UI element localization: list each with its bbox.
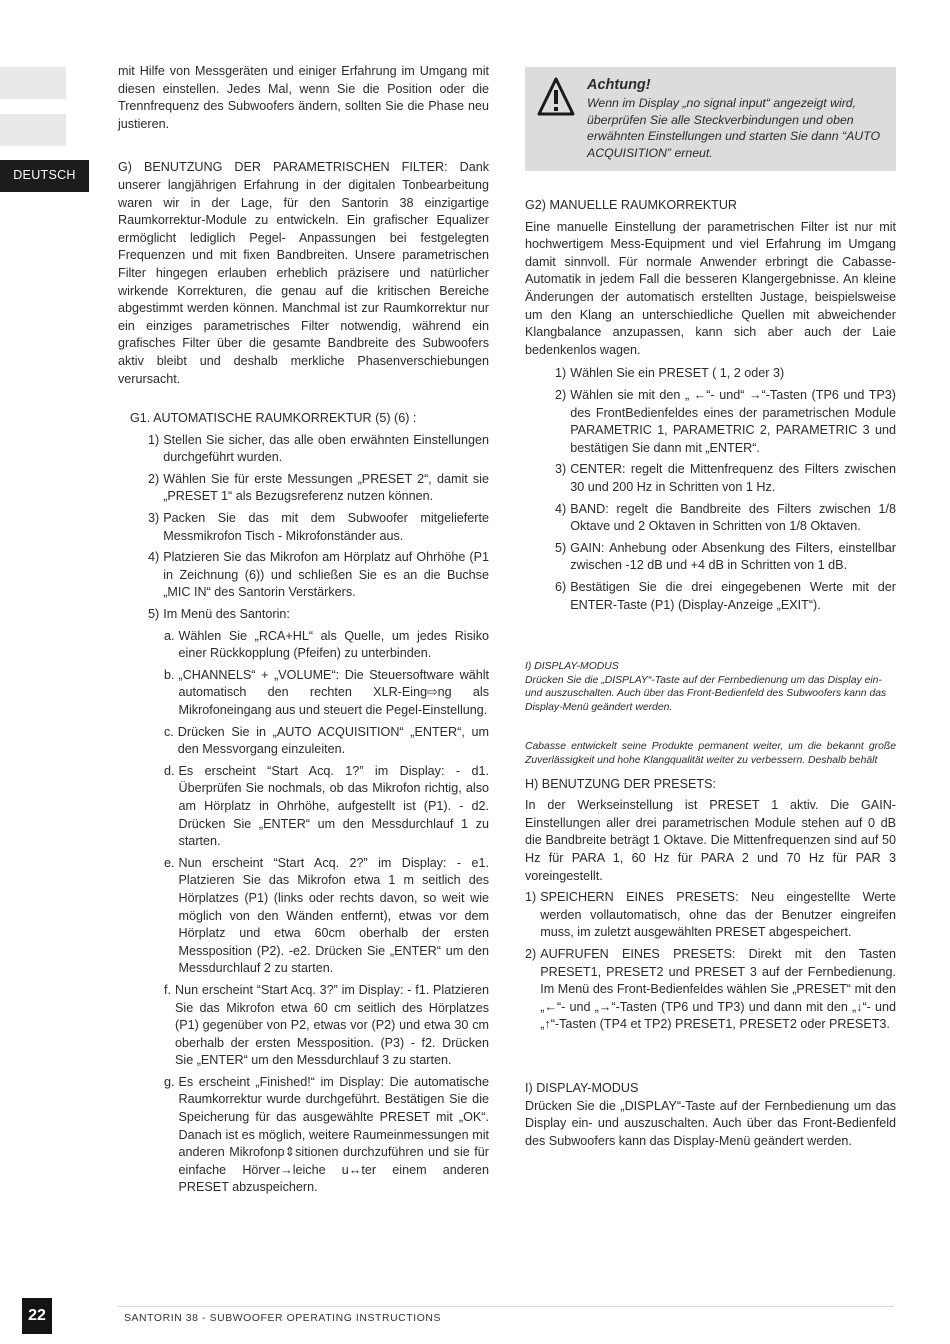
side-tab-grey-1 [0,67,66,99]
section-g2-heading: G2) MANUELLE RAUMKORREKTUR [525,198,738,213]
list-item [555,365,896,383]
list-item-number: 1) [555,366,567,381]
list-item-number: 2) [555,387,567,402]
warning-text: Wenn im Display „no signal input“ angezeigt wird, überprüfen Sie alle Steckverbindungen und oben erwähnten Einstellungen und starten Sie dann “AUTO ACQUISITION” erneut. [587,96,881,160]
list-item [555,461,896,496]
display-mode-note: I) DISPLAY-MODUS Drücken Sie die „DISPLAY“-Taste auf der Fernbedienung um das Display ein- und auszuschalten. Auch über das Front-Bedienfeld des Subwoofers kann das Display-Menü geändert werden. [525,661,887,713]
intro-paragraph: mit Hilfe von Messgeräten und einiger Erfahrung im Umgang mit diesen einstellen. Jedes Mal, wenn Sie die Position oder die Trennfrequenz des Subwoofers ändern, sollten Sie die Phase neu justieren. [118,64,489,131]
list-item-number: 6) [555,579,567,594]
g2-step-list [525,365,896,614]
list-item [525,889,896,942]
list-item [164,763,489,851]
language-tab: DEUTSCH [0,160,89,192]
list-item-text: Nun erscheint “Start Acq. 2?” im Display: - e1. Platzieren Sie das Mikrofon etwa 1 m seitlich des Hörplatzes (P1) (links oder rechts davon, so weit wie möglich von den Wänden entfernt), etwas vor dem Hörplatz und etwa 60cm oberhalb der ersten Messposition (P2). -e2. Drücken Sie „ENTER“ um den Messdurchlauf 2 zu starten. [178,855,489,976]
list-item-number: 3) [555,462,567,477]
g1-step-list [118,432,489,624]
warning-box [525,67,896,171]
list-item [164,724,489,759]
footer-title: SANTORIN 38 - SUBWOOFER OPERATING INSTRUCTIONS [124,1313,442,1324]
list-item-number: 1) [525,890,537,905]
list-item-text: Es erscheint „Finished!“ im Display: Die automatische Raumkorrektur wurde durchgeführt. Bestätigen Sie die Speicherung für das ausgewählte PRESET mit „OK“. Danach ist es möglich, weitere Raumeinmessungen mit anderen Mikrofonp⇕sitionen durchzuführen und sie für einfache Hörver→leiche u↔ter einem anderen PRESET abzuspeichern. [178,1074,489,1195]
list-item-number: c. [164,724,174,739]
list-item-text: Stellen Sie sicher, das alle oben erwähnten Einstellungen durchgeführt wurden. [163,432,489,465]
cabasse-note: Cabasse entwickelt seine Produkte permanent weiter, um die bekannt große Zuverlässigkeit und hohe Klangqualität weiter zu verbessern. Deshalb behält [525,741,896,767]
warning-title: Achtung! [587,77,651,93]
list-item [148,432,489,467]
section-i-paragraph: Drücken Sie die „DISPLAY“-Taste auf der Fernbedienung um das Display ein- und auszuschalten. Auch über das Front-Bedienfeld des Subwoofers kann das Display-Menü geändert werden. [525,1098,896,1148]
list-item [555,387,896,457]
list-item-text: Bestätigen Sie die drei eingegebenen Werte mit der ENTER-Taste (P1) (Display-Anzeige „EXIT“). [570,579,896,612]
list-item [555,579,896,614]
list-item-text: AUFRUFEN EINES PRESETS: Direkt mit den Tasten PRESET1, PRESET2 und PRESET 3 auf der Fernbedienung. Im Menü des Front-Bedienfeldes wählen Sie „PRESET“ mit den „←“- und „→“-Tasten (TP6 und TP3) und dann mit den „↓“- und „↑“-Tasten (TP4 et TP2) PRESET1, PRESET2 oder PRESET3. [540,947,896,1032]
list-item [164,628,489,663]
list-item-text: CENTER: regelt die Mittenfrequenz des Filters zwischen 30 und 200 Hz in Schritten von 1 Hz. [570,462,896,494]
list-item-text: „CHANNELS“ + „VOLUME“: Die Steuersoftware wählt automatisch den rechten XLR-Eing⇨ng als Mikrofoneingang aus und steuert die Pegel-Einstellung. [178,667,489,717]
list-item [148,549,489,602]
list-item-number: 3) [148,511,160,526]
page-number: 22 [22,1298,52,1334]
list-item-text: BAND: regelt die Bandbreite des Filters zwischen 1/8 Oktave und 2 Oktaven in Schritten von 1/8 Oktaven. [570,501,896,534]
list-item-number: f. [164,982,171,997]
footer-rule [118,1306,894,1307]
section-i-heading: I) DISPLAY-MODUS [525,1080,639,1095]
list-item [148,510,489,545]
h-step-list [525,889,896,1034]
list-item-text: Wählen Sie ein PRESET ( 1, 2 oder 3) [570,366,785,381]
list-item-text: Wählen sie mit den „ ←“- und“ →“-Tasten (TP6 und TP3) des FrontBedienfeldes eines der parametrischen Module PARAMETRIC 1, PARAMETRIC 2, PARAMETRIC 3 und bestätigen Sie dann mit „ENTER“. [570,387,896,455]
list-item-text: GAIN: Anhebung oder Absenkung des Filters, einstellbar zwischen -12 dB und +4 dB in Schritten von 1 dB. [570,540,896,573]
list-item-text: Drücken Sie in „AUTO ACQUISITION“ „ENTER“, um den Messvorgang einzuleiten. [177,724,489,757]
list-item-text: Wählen Sie für erste Messungen „PRESET 2“, damit sie „PRESET 1“ als Bezugsreferenz nutzen können. [163,471,489,504]
section-h-paragraph: In der Werkseinstellung ist PRESET 1 aktiv. Die GAIN-Einstellungen aller drei parametrischen Module stehen auf 0 dB die Bandbreite beträgt 1 Oktave. Die Mittenfrequenzen sind auf 50 Hz für PARA 1, 60 Hz für PARA 2 und 70 Hz für PAR 3 voreingestellt. [525,798,896,883]
list-item-number: 5) [148,607,160,622]
list-item [148,606,489,624]
list-item [555,540,896,575]
list-item [164,855,489,978]
list-item-number: e. [164,855,175,870]
left-column [118,63,489,1201]
list-item-number: 5) [555,540,567,555]
section-g2-paragraph: Eine manuelle Einstellung der parametrischen Filter ist nur mit hochwertigem Mess-Equipment und viel Erfahrung im Umgang damit sinnvoll. Für normale Anwender erbringt die Cabasse-Automatik in jedem Fall die besseren Klangergebnisse. An kleine Änderungen der automatisch erstellten Justage, beispielsweise um den Klang an unterschiedliche Quellen mit abweichender Klangbalance anzupassen, kann sich aber auch der Laie bedenkenlos wagen. [525,219,896,357]
list-item-text: Platzieren Sie das Mikrofon am Hörplatz auf Ohrhöhe (P1 in Zeichnung (6)) und schließen Sie es an die Buchse „MIC IN“ des Santorin Verstärkers. [163,550,489,600]
side-tab-grey-2 [0,114,66,146]
list-item-number: a. [164,628,175,643]
list-item [525,946,896,1034]
section-g1-heading: G1. AUTOMATISCHE RAUMKORREKTUR (5) (6) : [130,411,417,426]
section-h-heading: H) BENUTZUNG DER PRESETS: [525,776,717,791]
list-item-text: SPEICHERN EINES PRESETS: Neu eingestellte Werte werden vollautomatisch, ohne das der Benutzer eingreifen muss, im zuletzt ausgewählten PRESET abgespeichert. [540,890,896,940]
right-column [525,67,896,1150]
list-item-number: b. [164,667,175,682]
warning-icon [537,77,575,117]
list-item [555,501,896,536]
list-item [164,982,489,1070]
list-item-text: Packen Sie das mit dem Subwoofer mitgelieferte Messmikrofon Tisch - Mikrofonständer aus. [163,511,489,543]
list-item-number: g. [164,1074,175,1089]
list-item-number: d. [164,763,175,778]
list-item [164,1074,489,1197]
list-item-text: Nun erscheint “Start Acq. 3?” im Display: - f1. Platzieren Sie das Mikrofon etwa 60 cm seitlich des Hörplatzes (P1) gegenüber von P2, etwas vor (P2) und etwa 30 cm oberhalb der ersten Messposition. (P3) - f2. Drücken Sie „ENTER“ um den Messdurchlauf 3 zu starten. [175,982,489,1068]
list-item-number: 1) [148,432,160,447]
list-item-number: 2) [525,947,537,961]
list-item [164,667,489,720]
g1-substep-list [118,628,489,1197]
list-item-number: 4) [148,550,160,565]
section-g-paragraph: G) BENUTZUNG DER PARAMETRISCHEN FILTER: Dank unserer langjährigen Erfahrung in der digitalen Tonbearbeitung waren wir in der Lage, für den Santorin 38 einzigartige Raumkorrektur-Module zu entwickeln. Ein grafischer Equalizer ermöglicht lediglich Pegel- Anpassungen bei festgelegten Frequenzen und mit fixen Bandbreiten. Unsere parametrischen Filter hingegen erlauben erheblich präzisere und natürlicher wirkende Korrekturen, die genau auf die kritischen Bereiche abgestimmt werden können. Manchmal ist zur Raumkorrektur nur ein einziges parametrisches Filter notwendig, während ein grafisches Filter über die gesamte Bandbreite des Subwoofers aktiv bleibt und deshalb merkliche Phasenverschiebungen verursacht. [118,160,489,386]
list-item-number: 4) [555,501,567,516]
list-item-text: Wählen Sie „RCA+HL“ als Quelle, um jedes Risiko einer Rückkopplung (Pfeifen) zu unterbinden. [178,628,489,661]
list-item-text: Im Menü des Santorin: [163,607,290,622]
list-item [148,471,489,506]
list-item-number: 2) [148,471,160,486]
list-item-text: Es erscheint “Start Acq. 1?” im Display: - d1. Überprüfen Sie nochmals, ob das Mikrofon richtig, also am Hörplatz in Ohrhöhe, aufgestellt ist (P1). - d2. Drücken Sie „ENTER“ um den Messdurchlauf 1 zu starten. [178,763,489,849]
